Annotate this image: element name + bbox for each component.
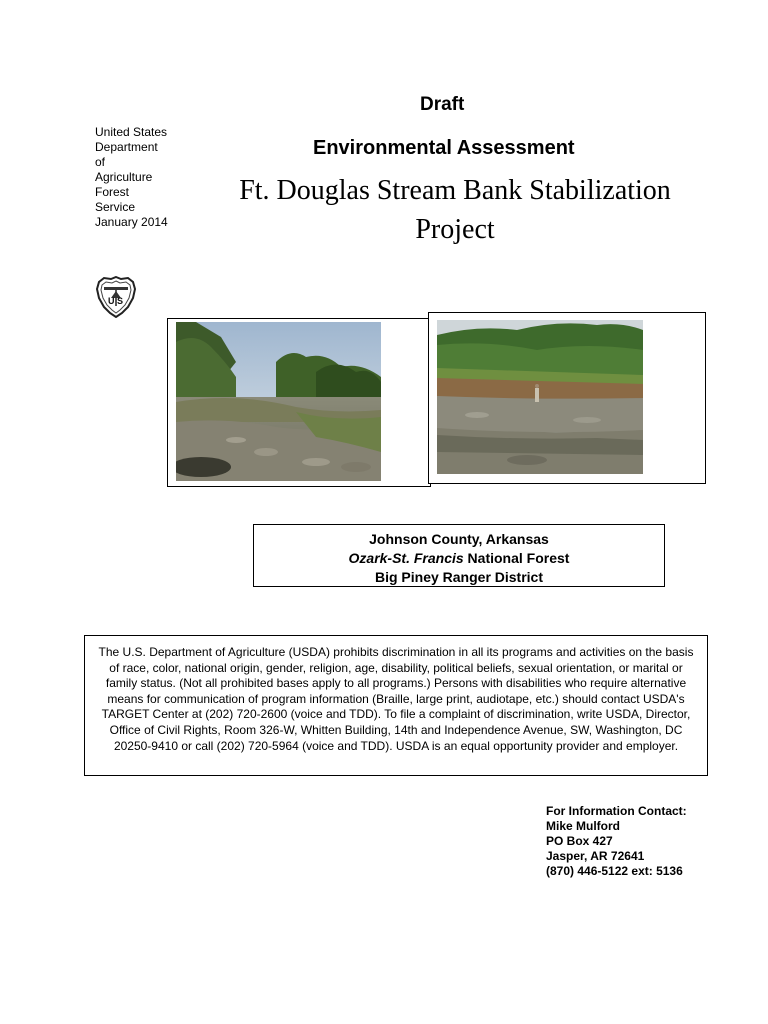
agency-line: Forest <box>95 185 130 199</box>
logo-text: U S <box>108 296 124 306</box>
forest-text <box>254 549 664 568</box>
location-box <box>253 524 665 587</box>
district-text: Big Piney Ranger District <box>374 569 544 585</box>
notice-text: The U.S. Department of Agriculture (USDA) prohibits discrimination in all its programs and activities on the basis of race, color, national origin, gender, religion, age, disability, political beliefs, sexual orientation, or marital or family status. (Not all prohibited bases apply to all programs.) Persons with disabilities who require alternative means for communication of program information (Braille, large print, audiotape, etc.) should contact USDA's TARGET Center at (202) 720-2600 (voice and TDD). To file a complaint of discrimination, write USDA, Director, Office of Civil Rights, Room 326-W, Whitten Building, 14th and Independence Avenue, SW, Washington, DC 20250-9410 or call (202) 720-5964 (voice and TDD). USDA is an equal opportunity provider and employer. <box>98 645 694 753</box>
stream-bank-photo-1 <box>176 322 381 481</box>
agency-line: Service <box>95 200 136 214</box>
contact-po-box: PO Box 427 <box>546 834 613 848</box>
contact-phone: (870) 446-5122 ext: 5136 <box>546 864 683 878</box>
agency-line: Agriculture <box>95 170 153 184</box>
contact-heading: For Information Contact: <box>546 804 687 818</box>
nondiscrimination-notice <box>84 635 708 776</box>
project-title-line: Ft. Douglas Stream Bank Stabilization <box>239 175 671 206</box>
document-subtitle: Environmental Assessment <box>313 137 575 159</box>
forest-name-italic: Ozark-St. Francis <box>348 550 464 566</box>
stream-bank-photo-2 <box>437 320 643 474</box>
agency-block <box>95 125 205 230</box>
usda-forest-service-shield-icon <box>95 276 137 318</box>
publication-date: January 2014 <box>95 215 168 229</box>
project-title <box>205 171 705 249</box>
contact-city: Jasper, AR 72641 <box>546 849 645 863</box>
contact-name: Mike Mulford <box>546 819 620 833</box>
contact-block <box>546 804 687 879</box>
forest-name-rest: National Forest <box>463 550 570 566</box>
draft-label: Draft <box>420 94 465 115</box>
agency-line: Department <box>95 140 158 154</box>
county-text: Johnson County, Arkansas <box>369 531 549 547</box>
agency-line: of <box>95 155 106 169</box>
agency-line: United States <box>95 125 168 139</box>
project-title-line: Project <box>415 214 495 245</box>
